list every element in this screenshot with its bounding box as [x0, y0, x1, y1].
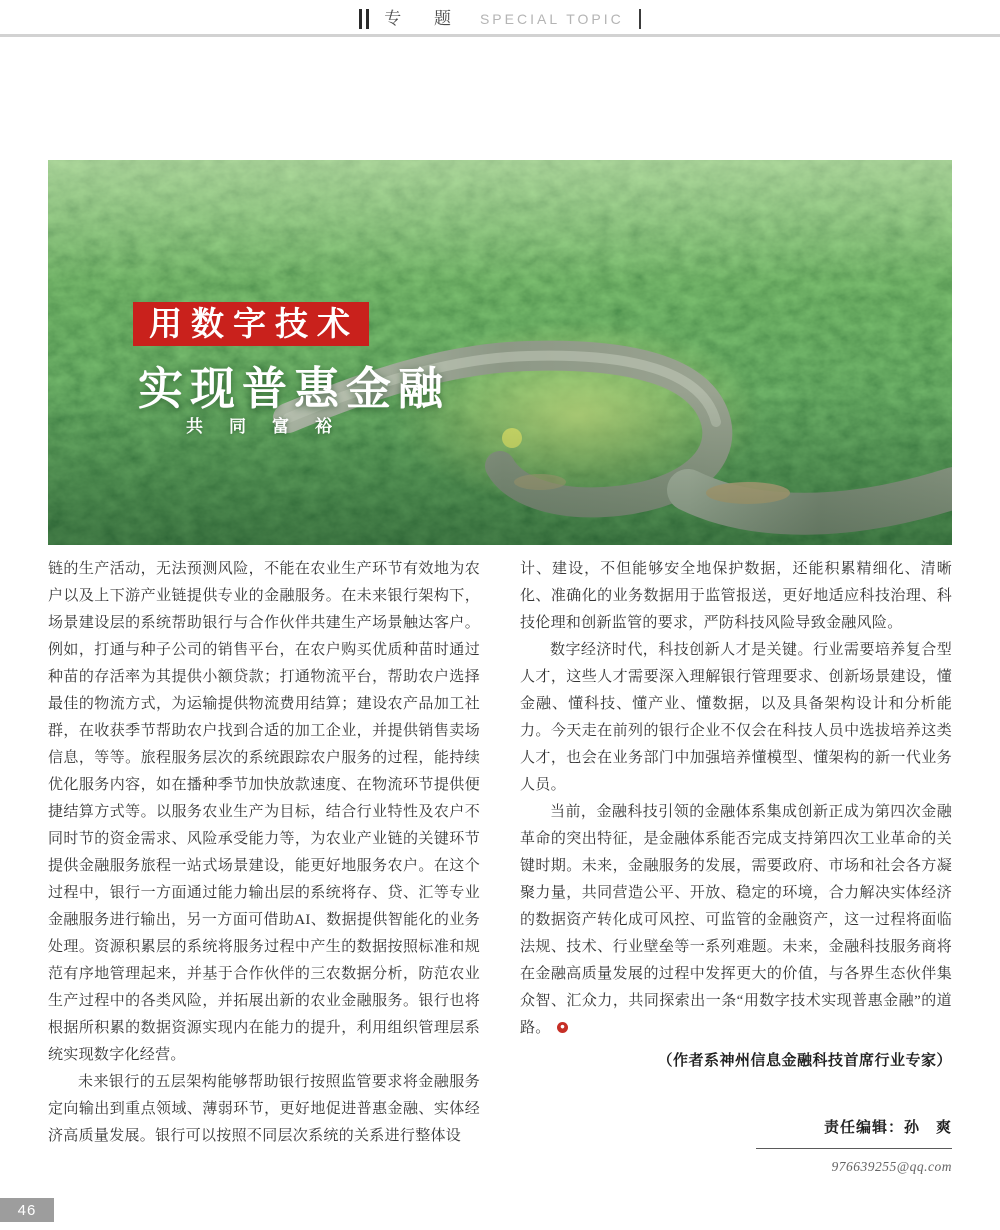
header-divider [0, 34, 1000, 37]
paragraph-text: 当前，金融科技引领的金融体系集成创新正成为第四次金融革命的突出特征，是金融体系能否完成支持第四次工业革命的关键时期。未来，金融服务的发展，需要政府、市场和社会各方凝聚力量，共同营造公平、开放、稳定的环境，合力解决实体经济的数据资产转化成可风控、可监管的金融资产，这一过程将面临法规、技术、行业壁垒等一系列难题。未来，金融科技服务商将在金融高质量发展的过程中发挥更大的价值，与各界生态伙伴集众智、汇众力，共同探索出一条“用数字技术实现普惠金融”的道路。 [520, 804, 952, 1036]
body-paragraph [520, 799, 952, 1042]
single-bar-icon [639, 9, 641, 29]
hero-title-line2: 实现普惠金融 [138, 363, 451, 414]
section-title-cn: 专 题 [384, 9, 465, 28]
article-body [48, 556, 952, 1180]
body-paragraph: 链的生产活动，无法预测风险，不能在农业生产环节有效地为农户以及上下游产业链提供专业的金融服务。在未来银行架构下，场景建设层的系统帮助银行与合作伙伴共建生产场景触达客户。例如，打通与种子公司的销售平台，在农户购买优质种苗时通过种苗的存活率为其提供小额贷款；打通物流平台，帮助农户选择最佳的物流方式，为运输提供物流费用结算；建设农产品加工社群，在收获季节帮助农户找到合适的加工企业，并提供销售卖场信息，等等。旅程服务层次的系统跟踪农户服务的过程，能持续优化服务内容，如在播种季节加快放款速度、在物流环节提供便捷结算方式等。以服务农业生产为目标，结合行业特性及农户不同时节的资金需求、风险承受能力等，为农业产业链的关键环节提供金融服务旅程一站式场景建设，能更好地服务农户。在这个过程中，银行一方面通过能力输出层的系统将存、贷、汇等专业金融服务进行输出，另一方面可借助AI、数据提供智能化的业务处理。资源积累层的系统将服务过程中产生的数据按照标准和规范有序地管理起来，并基于合作伙伴的三农数据分析，防范农业生产过程中的各类风险，并拓展出新的农业金融服务。银行也将根据所积累的数据资源实现内在能力的提升，利用组织管理层系统实现数字化经营。 [48, 561, 480, 1063]
left-column [48, 556, 480, 1180]
hero-title-line1: 用数字技术 [133, 302, 369, 346]
hero-image [48, 160, 952, 545]
author-note: （作者系神州信息金融科技首席行业专家） [657, 1052, 952, 1069]
body-paragraph: 计、建设，不但能够安全地保护数据，还能积累精细化、清晰化、准确化的业务数据用于监管报送，更好地适应科技治理、科技伦理和创新监管的要求，严防科技风险导致金融风险。 [520, 561, 952, 631]
body-paragraph: 未来银行的五层架构能够帮助银行按照监管要求将金融服务定向输出到重点领域、薄弱环节，更好地促进普惠金融、实体经济高质量发展。银行可以按照不同层次系统的关系进行整体设 [48, 1074, 480, 1144]
editor-email: 976639255@qq.com [831, 1159, 952, 1174]
masthead [0, 6, 1000, 32]
hero-subtitle: 共同富裕 [186, 417, 358, 436]
editor-divider [756, 1148, 952, 1149]
section-title-en: SPECIAL TOPIC [479, 11, 624, 27]
article-end-mark-icon [557, 1022, 568, 1033]
page-number-tab: 46 [0, 1198, 54, 1222]
body-paragraph: 数字经济时代，科技创新人才是关键。行业需要培养复合型人才，这些人才需要深入理解银行管理要求、创新场景建设，懂金融、懂科技、懂产业、懂数据，以及具备架构设计和分析能力。今天走在前列的银行企业不仅会在科技人员中选拔培养这类人才，也会在业务部门中加强培养懂模型、懂架构的新一代业务人员。 [520, 642, 952, 793]
double-bar-icon [359, 9, 369, 29]
editor-label: 责任编辑：孙 爽 [823, 1119, 952, 1136]
right-column [520, 556, 952, 1180]
editor-block [520, 1114, 952, 1180]
